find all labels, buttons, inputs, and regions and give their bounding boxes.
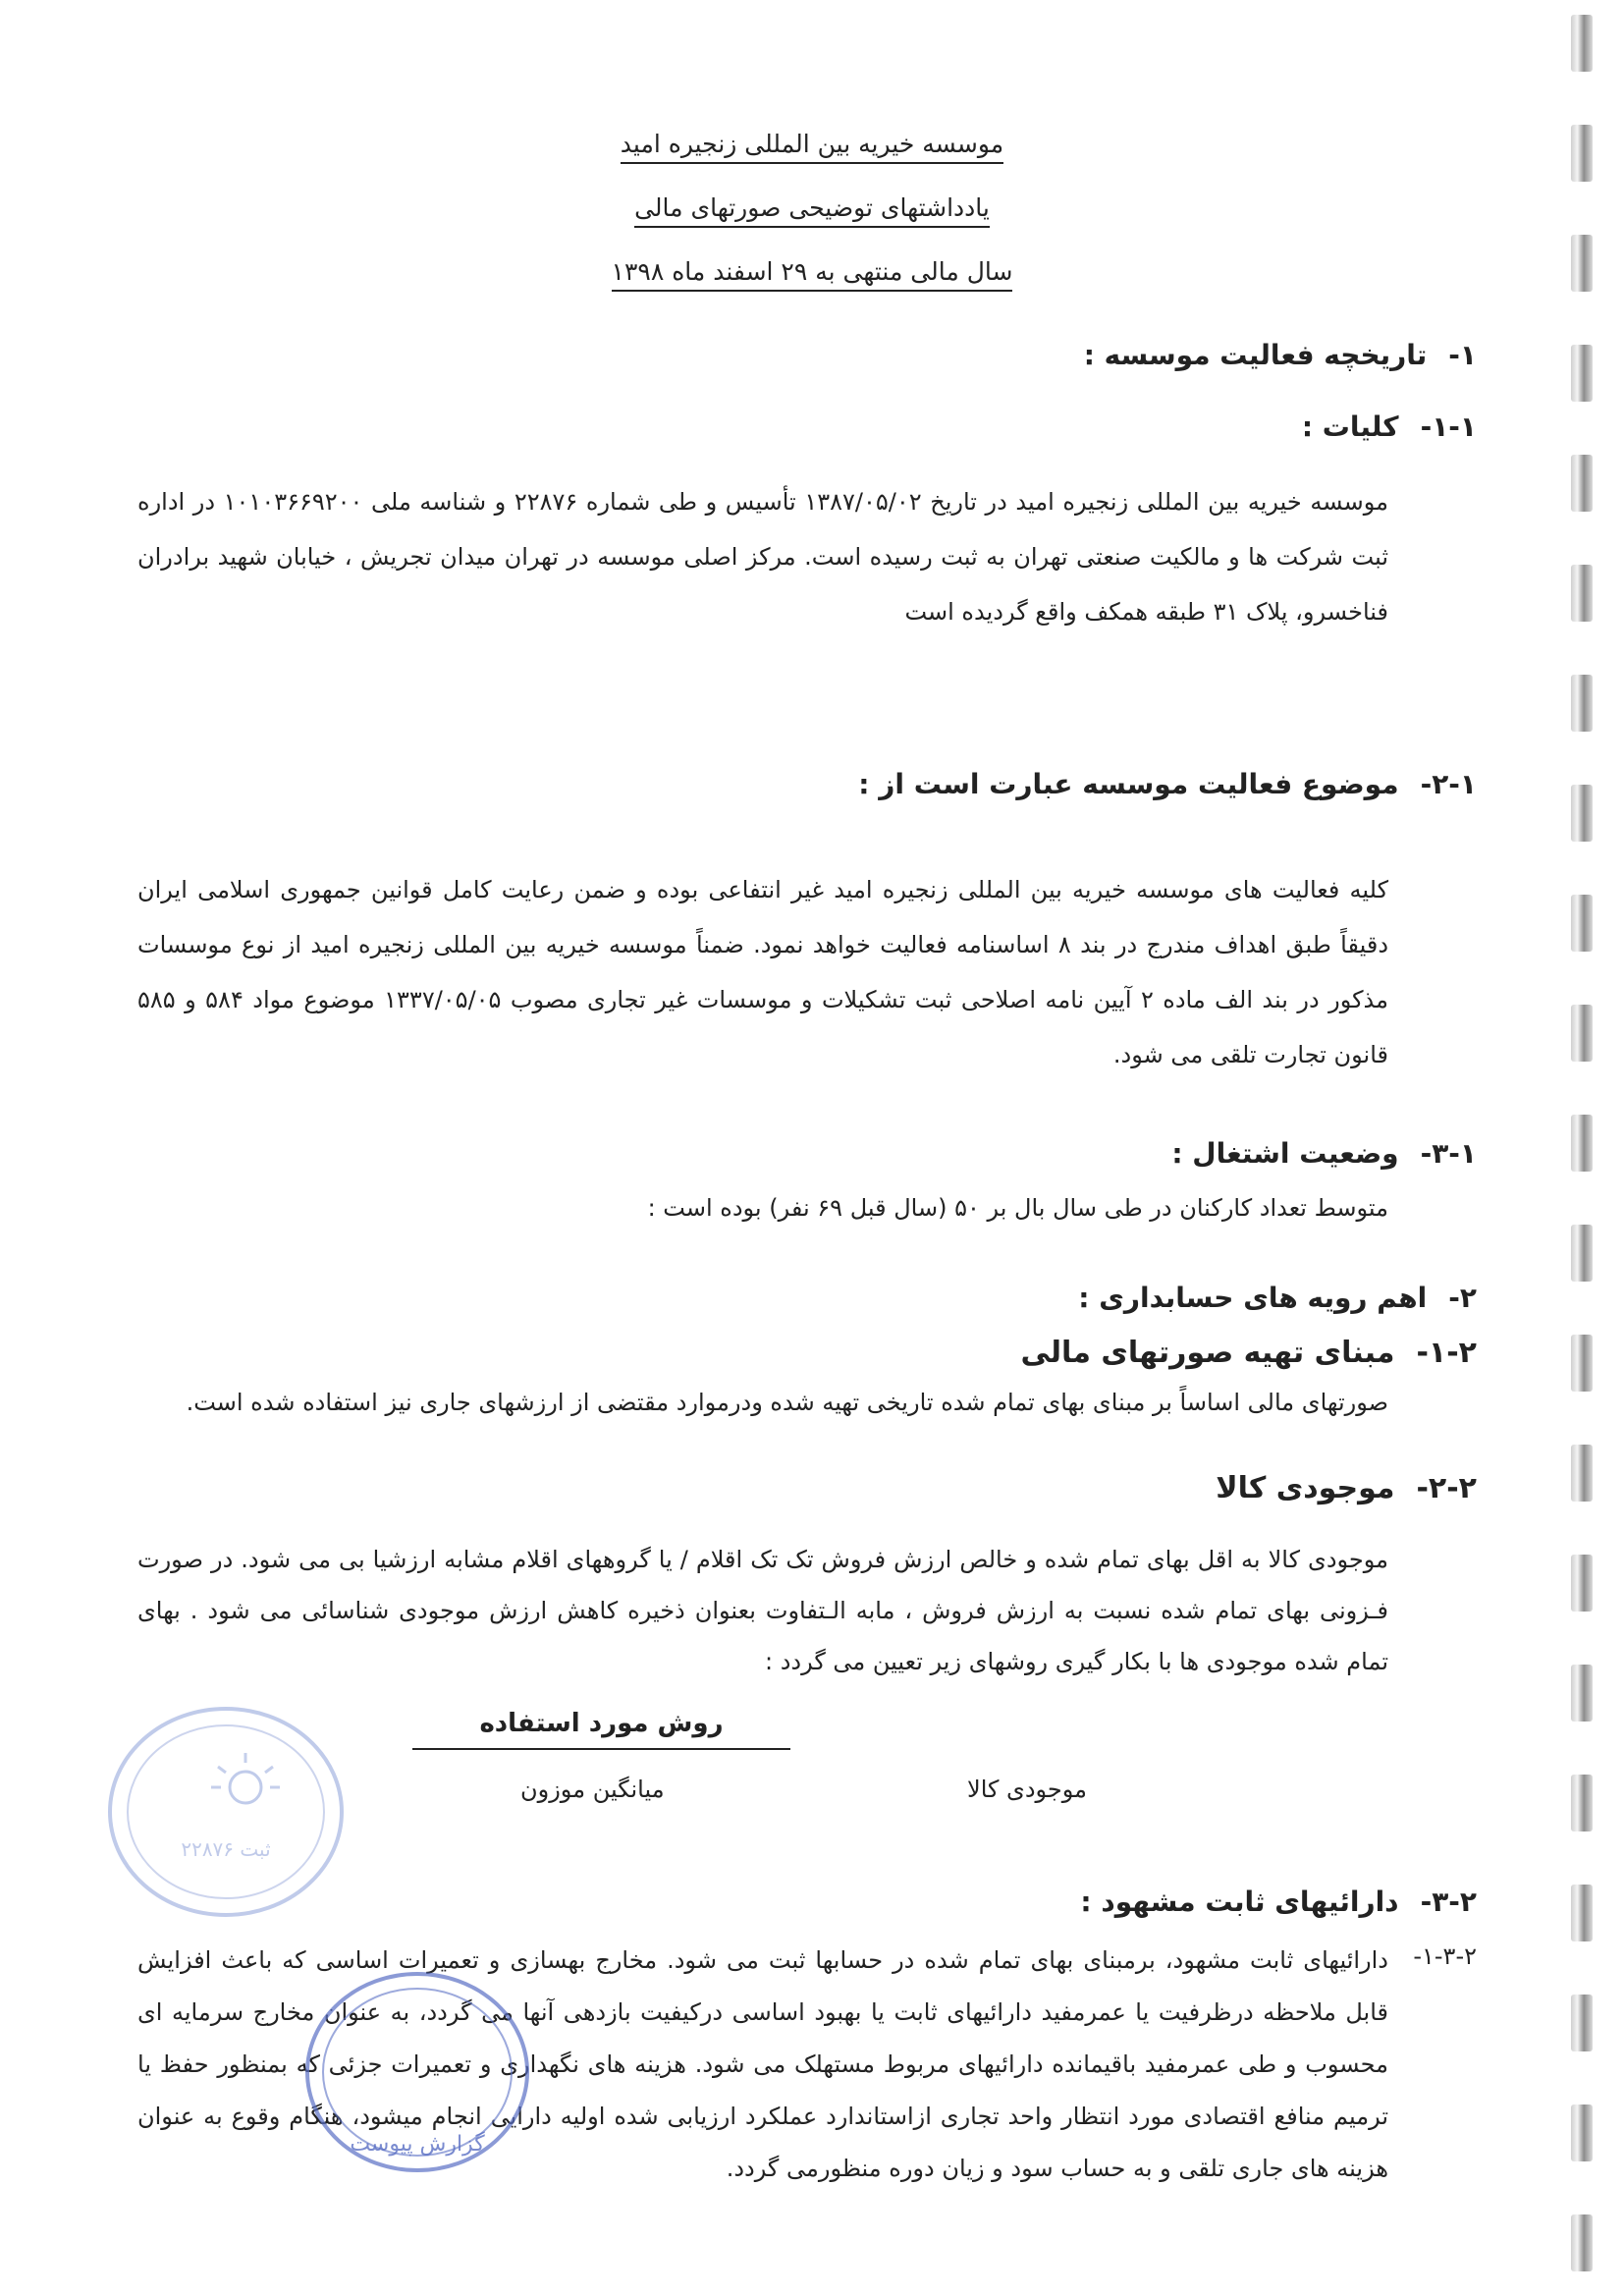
section-2-3-number: ۳-۲-: [1420, 1886, 1477, 1918]
section-2-3-heading: [1080, 1886, 1477, 1918]
binder-hole: [1571, 1115, 1593, 1172]
section-1-3-title: وضعیت اشتغال :: [1171, 1137, 1399, 1170]
header-org-name: موسسه خیریه بین المللی زنجیره امید: [0, 130, 1624, 164]
binder-hole: [1571, 1335, 1593, 1392]
binder-hole: [1571, 2214, 1593, 2271]
binder-hole: [1571, 565, 1593, 622]
binder-hole: [1571, 455, 1593, 512]
section-1-2-title: موضوع فعالیت موسسه عبارت است از :: [858, 768, 1399, 800]
section-1-title: تاریخچه فعالیت موسسه :: [1083, 339, 1428, 371]
section-2-1-body: صورتهای مالی اساساً بر مبنای بهای تمام شده تاریخی تهیه شده ودرموارد مقتضی از ارزشهای جاری نیز استفاده شده است.: [186, 1389, 1388, 1416]
inventory-item-label: موجودی کالا: [967, 1776, 1088, 1803]
section-1-1-body: موسسه خیریه بین المللی زنجیره امید در تاریخ ۱۳۸۷/۰۵/۰۲ تأسیس و طی شماره ۲۲۸۷۶ و شناسه ملی ۱۰۱۰۳۶۶۹۲۰۰ در اداره ثبت شرکت ها و مالکیت صنعتی تهران به ثبت رسیده است. مرکز اصلی موسسه در تهران میدان تجریش ، خیابان شهید برادران فناخسرو، پلاک ۳۱ طبقه همکف واقع گردیده است: [137, 488, 1388, 626]
section-1-number: ۱-: [1448, 339, 1477, 371]
binder-hole: [1571, 1445, 1593, 1502]
section-2-3-title: دارائیهای ثابت مشهود :: [1080, 1886, 1399, 1918]
section-2-1-title: مبنای تهیه صورتهای مالی: [1020, 1336, 1395, 1370]
section-1-1-number: ۱-۱-: [1420, 410, 1477, 443]
binder-hole: [1571, 1885, 1593, 1941]
section-2-1-number: ۱-۲-: [1416, 1336, 1477, 1370]
section-2-3-1-body: دارائیهای ثابت مشهود، برمبنای بهای تمام شده در حسابها ثبت می شود. مخارج بهسازی و تعمیرات اساسی که باعث افزایش قابل ملاحظه درظرفیت یا عمرمفید دارائیهای ثابت یا بهبود اساسی درکیفیت بازدهی آنها می گردد، به عنوان مخارج سرمایه ای محسوب و طی عمرمفید باقیمانده دارائیهای مربوط مستهلک می شود. هزینه های نگهداری و تعمیرات جزئی که بمنظور حفظ یا ترمیم منافع اقتصادی مورد انتظار واحد تجاری ازاستاندارد عملکرد ارزیابی شده اولیه دارایی انجام میشود، هنگام وقوع به عنوان هزینه های جاری تلقی و به حساب سود و زیان دوره منظورمی گردد.: [137, 1946, 1388, 2182]
binder-hole: [1571, 15, 1593, 72]
section-2-heading: [1078, 1282, 1477, 1314]
binder-strip: [1571, 0, 1600, 2296]
section-1-2-body: کلیه فعالیت های موسسه خیریه بین المللی زنجیره امید غیر انتفاعی بوده و ضمن رعایت کامل قوانین جمهوری اسلامی ایران دقیقاً طبق اهداف مندرج در بند ۸ اساسنامه فعالیت خواهد نمود. ضمناً موسسه خیریه بین المللی زنجیره امید از نوع موسسات مذکور در بند الف ماده ۲ آیین نامه اصلاحی ثبت تشکیلات و موسسات غیر تجاری مصوب ۱۳۳۷/۰۵/۰۵ موضوع مواد ۵۸۴ و ۵۸۵ قانون تجارت تلقی می شود.: [137, 876, 1389, 1068]
section-2-3-1-number: ۱-۳-۲-: [1413, 1942, 1477, 1970]
section-2-2-heading: [1216, 1471, 1477, 1505]
header-doc-title: یادداشتهای توضیحی صورتهای مالی: [0, 193, 1624, 228]
section-2-1-heading: [1020, 1336, 1477, 1370]
binder-hole: [1571, 345, 1593, 402]
section-2-2-number: ۲-۲-: [1416, 1471, 1477, 1505]
header-fiscal-year: سال مالی منتهی به ۲۹ اسفند ماه ۱۳۹۸: [0, 257, 1624, 292]
section-1-3-body: متوسط تعداد کارکنان در طی سال بال بر ۵۰ (سال قبل ۶۹ نفر) بوده است :: [647, 1194, 1388, 1222]
binder-hole: [1571, 1555, 1593, 1612]
auditor-report-stamp: [295, 1964, 540, 2180]
binder-hole: [1571, 1995, 1593, 2051]
binder-hole: [1571, 2105, 1593, 2161]
binder-hole: [1571, 675, 1593, 732]
section-1-2-number: ۲-۱-: [1420, 768, 1477, 800]
section-1-1-title: کلیات :: [1301, 410, 1399, 443]
svg-text:گزارش پیوست: گزارش پیوست: [350, 2132, 485, 2157]
inventory-method-value: میانگین موزون: [520, 1776, 665, 1803]
svg-text:ثبت ۲۲۸۷۶: ثبت ۲۲۸۷۶: [181, 1837, 271, 1861]
binder-hole: [1571, 1225, 1593, 1282]
binder-hole: [1571, 895, 1593, 952]
section-2-2-title: موجودی کالا: [1216, 1471, 1395, 1505]
method-column-header: روش مورد استفاده: [412, 1709, 790, 1750]
section-1-2-heading: [858, 768, 1477, 800]
binder-hole: [1571, 1775, 1593, 1831]
binder-hole: [1571, 785, 1593, 842]
section-1-heading: [1084, 339, 1477, 371]
binder-hole: [1571, 1665, 1593, 1722]
binder-hole: [1571, 1005, 1593, 1062]
section-1-3-heading: [1171, 1137, 1477, 1170]
section-2-number: ۲-: [1448, 1282, 1477, 1314]
section-1-1-heading: [1302, 410, 1477, 443]
section-1-3-number: ۳-۱-: [1420, 1137, 1477, 1170]
section-2-2-body: موجودی کالا به اقل بهای تمام شده و خالص ارزش فروش تک تک اقلام / یا گروههای اقلام مشابه ارزشیا بی می شود. در صورت فـزونی بهای تمام شده نسبت به ارزش فروش ، مابه الـتفاوت بعنوان ذخیره کاهش ارزش موجودی شناسائی می شود . بهای تمام شده موجودی ها با بکار گیری روشهای زیر تعیین می گردد :: [137, 1546, 1388, 1675]
charity-seal-stamp: [98, 1694, 353, 1930]
section-2-title: اهم رویه های حسابداری :: [1078, 1282, 1428, 1314]
